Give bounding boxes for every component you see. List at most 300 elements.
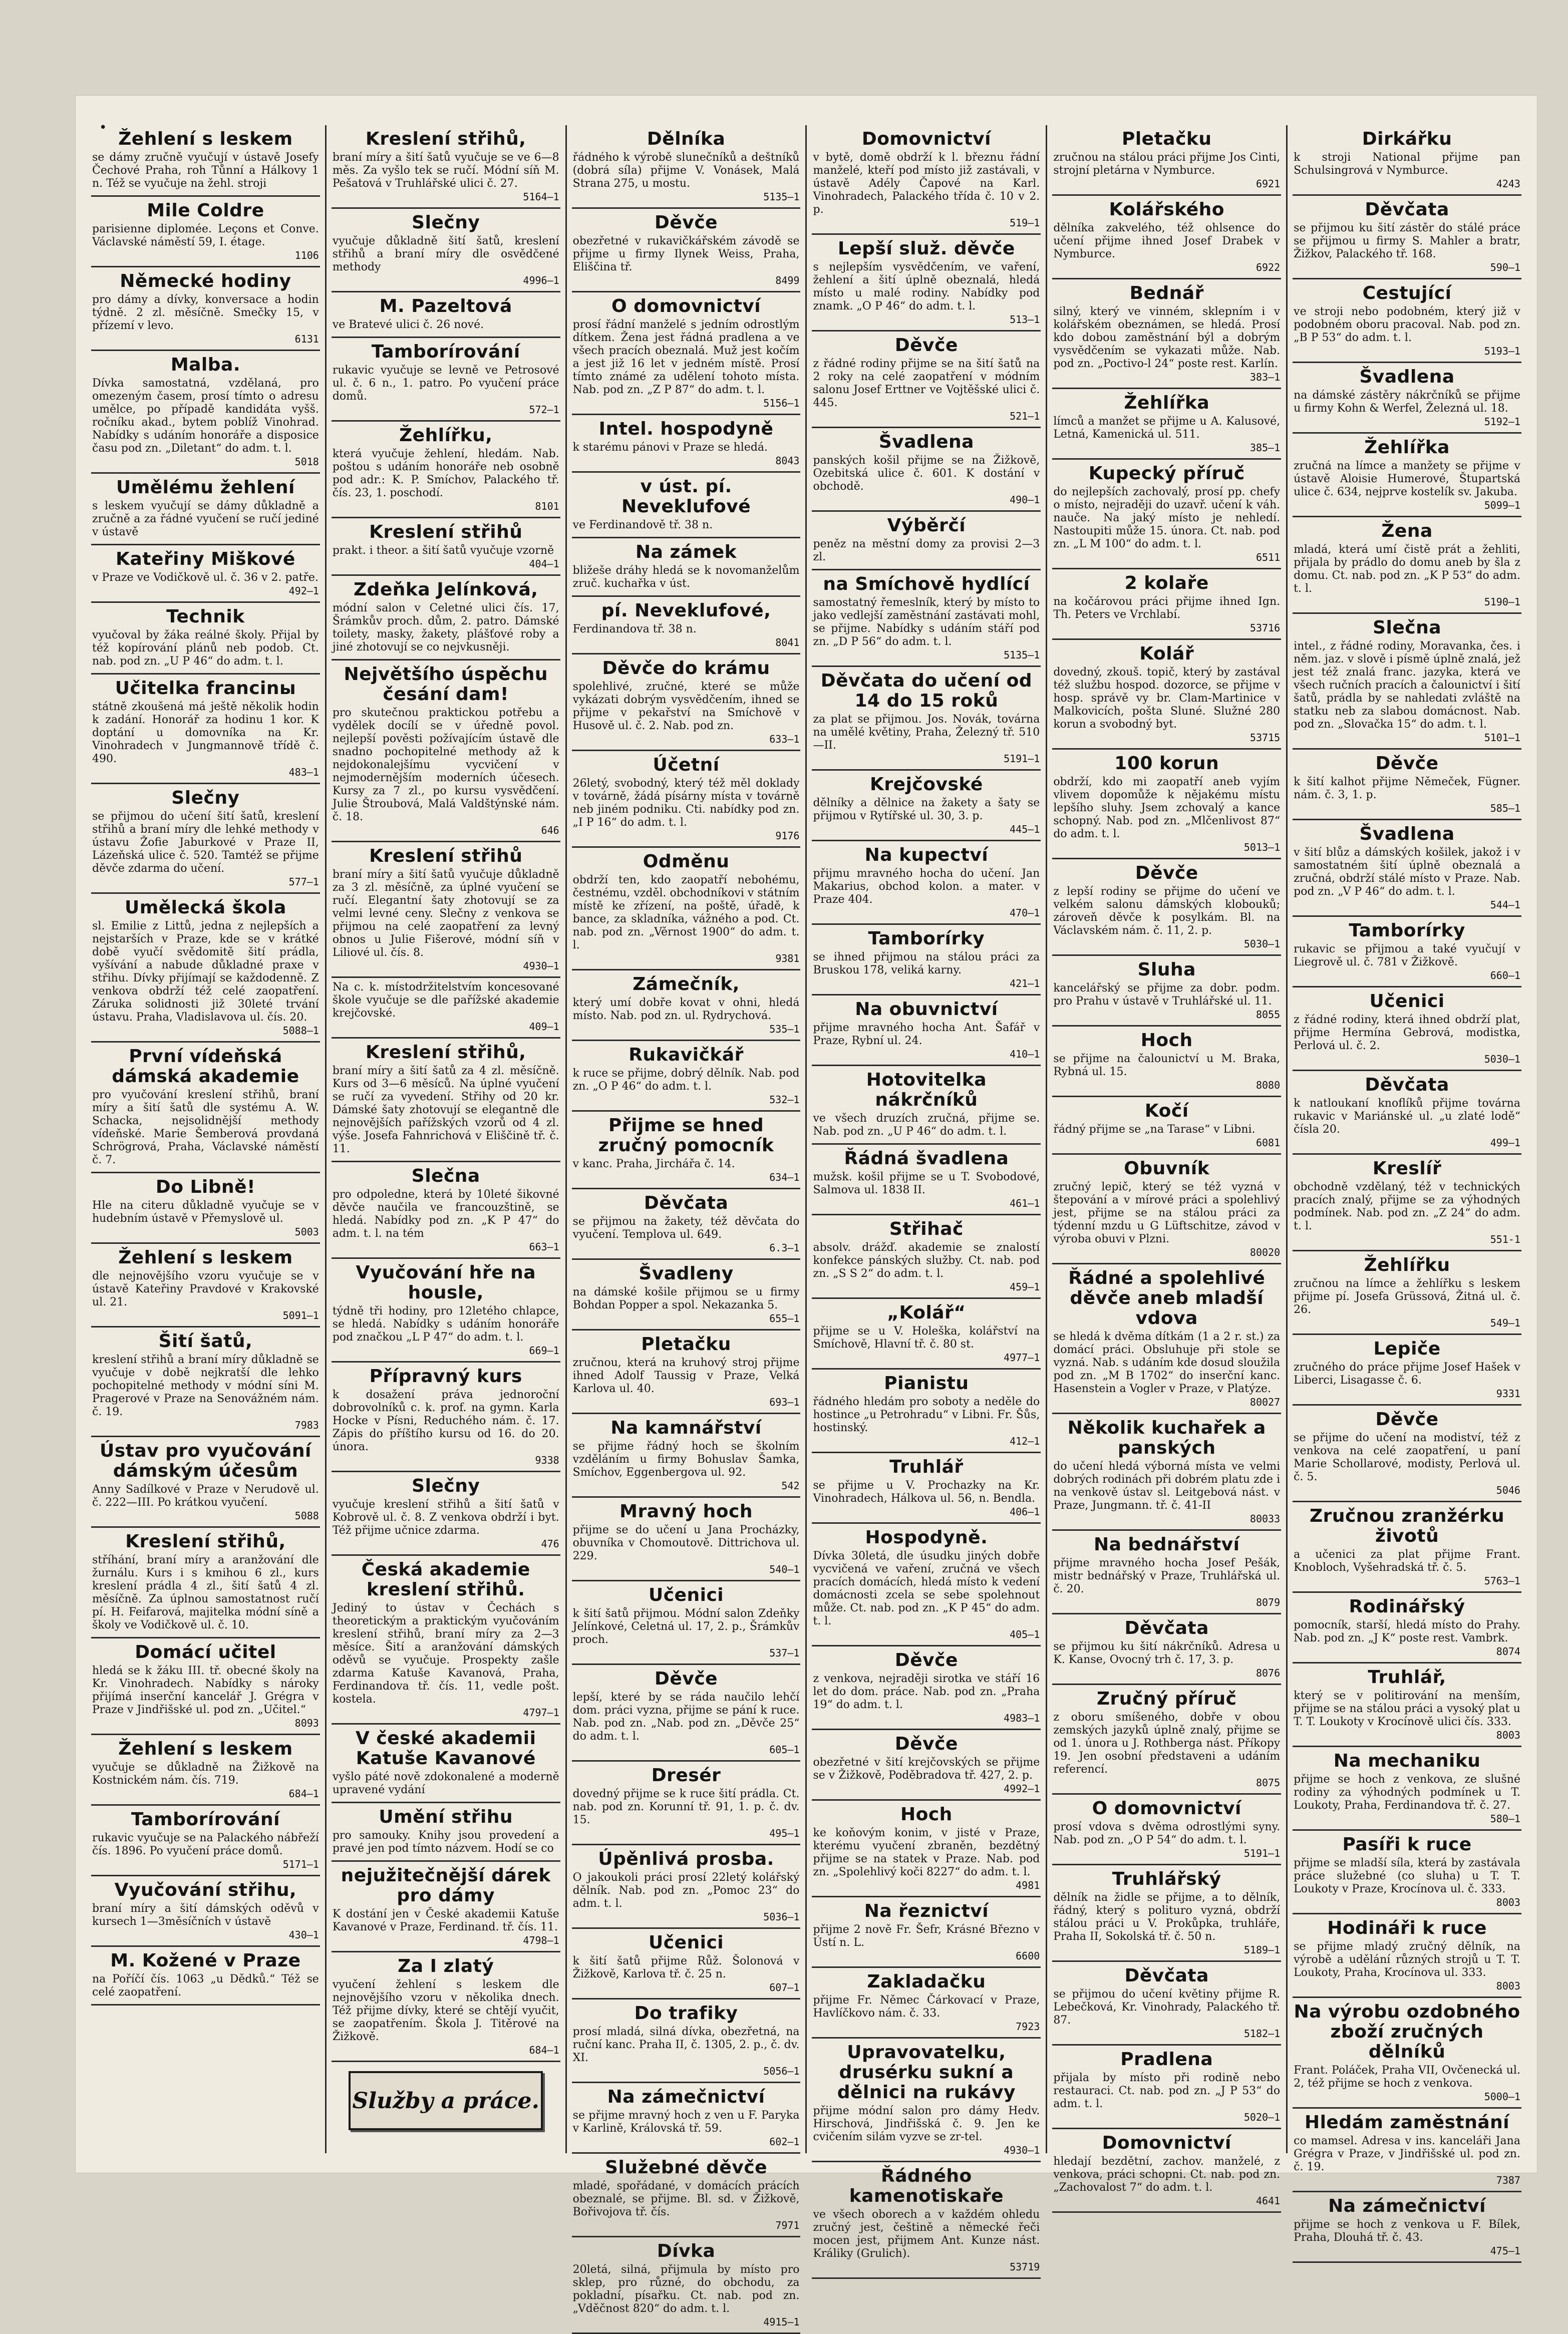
ad-text: stříhání, braní míry a aranžování dle žurnálu. Kurs i s kmihou 6 zl., kurs kreslení prádla 4 zl., šití šatů 4 zl. měsíčně. Za úplnou samostatnost ručí pí. H. Feifarová, majitelka módní síně a školy ve Vodičkově ul. č. 10. (92, 1554, 319, 1631)
classified-ad (812, 1646, 1041, 1730)
ad-title: Kreslení střihů (369, 846, 523, 866)
ad-text: přijme Fr. Němec Čárkovací v Praze, Havlíčkovo nám. č. 33. (813, 1994, 1040, 2020)
column-6 (1288, 125, 1526, 2257)
classified-ad (91, 1735, 320, 1806)
ad-text: a učenici za plat přijme Frant. Knobloch, Vyšehradská tř. č. 5. (1294, 1548, 1520, 1574)
ad-title: Přijme se hned zručný pomocník (598, 1115, 774, 1156)
ad-title: Děvče (655, 1669, 718, 1689)
ad-title: Děvčata (1365, 1075, 1449, 1095)
ad-text: dělník na židle se přijme, a to dělník, řádný, který s polituro vyzná, obdrží stálou práci u V. Prokůpka, truhláře, Praha II, Sokolská tř. č. 50 n. (1053, 1891, 1281, 1943)
ad-reference-number: 53715 (1249, 732, 1281, 744)
ad-title: Hoch (1140, 1030, 1193, 1051)
ad-text: se přijme mladý zručný dělník, na výrobě a udělání různých strojů u T. T. Loukoty, Praha, Krocínova ul. 333. (1294, 1940, 1520, 1979)
ad-title: Největšího úspěchu česání dam! (344, 664, 548, 705)
ad-title: Kateřiny Miškové (116, 549, 295, 569)
ad-text: přijala by místo při rodině nebo restauraci. Ct. nab. pod zn. „J P 53“ do adm. t. l. (1053, 2072, 1281, 2110)
classified-ad (812, 1066, 1041, 1145)
ad-title: Několik kuchařek a panských (1067, 1418, 1266, 1458)
classified-ad (91, 1244, 320, 1327)
ad-title: Na zámečnictví (1328, 2196, 1486, 2216)
ad-title: Na zámek (636, 542, 737, 562)
ad-title: Slečny (171, 788, 240, 808)
ad-reference-number: 646 (541, 824, 559, 836)
ad-text: obezřetné v šití krejčovských se přijme se v Žižkově, Poděbradova tř. 427, 2. p. (813, 1756, 1040, 1782)
ad-title: Domácí učitel (135, 1642, 276, 1662)
ad-title: Dirkářku (1362, 129, 1452, 149)
ad-title: Na výrobu ozdobného zboží zručných dělníků (1294, 2002, 1520, 2062)
ad-reference-number: 5190—1 (1484, 596, 1520, 608)
ad-title: Na kupectví (864, 845, 989, 865)
ad-reference-number: 4915—1 (763, 2316, 800, 2328)
ad-reference-number: 5763—1 (1484, 1575, 1520, 1587)
classified-ad (1293, 1335, 1521, 1406)
ad-text: obdrží ten, kdo zaopatří nebohému, čestnému, vzděl. obchodníkovi v státním místě ke zřízení, na poště, úřadě, k bance, za skladníka, vážného a pod. Ct. nab. pod zn. „Věrnost 1900“ do adm. t. l. (572, 874, 800, 951)
ad-text: Anny Sadílkové v Praze v Nerudově ul. č. 222—III. Po krátkou vyučení. (92, 1483, 319, 1509)
ad-text: 20letá, silná, přijmula by místo pro sklep, pro různé, do obchodu, za pokladní, písařku. Ct. nab. pod zn. „Vděčnost 820“ do adm. t. l. (572, 2263, 800, 2315)
ad-text: řádného hledám pro soboty a neděle do hostince „u Petrohradu“ v Libni. Fr. Šůs, hostinský. (813, 1396, 1040, 1434)
ad-text: pro samouky. Knihy jsou provedení a pravé jen pod tímto názvem. Hodí se co (332, 1829, 559, 1855)
ad-text: dovedný, zkouš. topič, který by zastával též službu hospod. dozorce, se přijme v hosp. správě vy br. Clam-Martinice v Malkovicích, pošta Sluné. Služné 280 korun a svobodný byt. (1053, 666, 1281, 731)
ad-title: M. Pazeltová (379, 296, 512, 316)
ad-text: pro odpoledne, která by 10leté šikovné děvče naučila ve francouzštině, se hledá. Nabídky pod zn. „K P 47“ do adm. t. l. na tém (332, 1188, 559, 1240)
classified-ad (1052, 389, 1281, 460)
ad-reference-number: 8080 (1256, 1079, 1281, 1091)
classified-ad (812, 235, 1041, 331)
ad-title: Na kamnářství (610, 1418, 762, 1438)
ad-text: přijme se mladší síla, která by zastávala práce služebné (co sluha) u T. T. Loukoty v Praze, Krocínova ul. č. 333. (1294, 1857, 1520, 1895)
ad-title: Zámečník, (633, 974, 740, 994)
classified-ad (572, 292, 801, 415)
ad-reference-number: 6081 (1256, 1137, 1281, 1149)
classified-ad (812, 1968, 1041, 2039)
classified-ad (332, 1162, 560, 1259)
ad-reference-number: 8003 (1496, 1980, 1520, 1992)
classified-ad (572, 597, 801, 654)
classified-ad (91, 1173, 320, 1244)
ad-reference-number: 6511 (1256, 551, 1281, 563)
ad-reference-number: 8055 (1256, 1009, 1281, 1021)
ad-text: z řádné rodiny přijme se na šití šatů na 2 roky na celé zaopatření v módním salonu Josef Erttner ve Vojtěšské ulici č. 445. (813, 358, 1040, 409)
ad-reference-number: 577—1 (288, 876, 319, 888)
classified-ad (332, 1862, 560, 1952)
classified-ad (1052, 2129, 1281, 2213)
classified-ad (812, 1897, 1041, 1968)
classified-ad (1052, 956, 1281, 1027)
ad-title: Děvče (894, 1734, 958, 1754)
ad-text: Hle na citeru důkladně vyučuje se v hudebním ústavě v Přemyslově ul. (92, 1199, 319, 1225)
ad-reference-number: 5099—1 (1484, 499, 1520, 511)
ad-title: Děvče (894, 1650, 958, 1671)
ad-text: panských košil přijme se na Žižkově, Ozebitská ulice č. 601. K dostání v obchodě. (813, 454, 1040, 493)
classified-ad (1293, 2192, 1521, 2263)
classified-ad (1052, 1531, 1281, 1614)
ad-title: Pradlena (1120, 2049, 1213, 2070)
classified-ad (572, 1999, 801, 2083)
ad-title: M. Kožené v Praze (110, 1950, 301, 1971)
ad-reference-number: 385—1 (1249, 442, 1281, 454)
ad-reference-number: 8075 (1256, 1777, 1281, 1789)
classified-ad (332, 518, 560, 576)
ad-text: mužsk. košil přijme se u T. Svobodové, Salmova ul. 1838 II. (813, 1171, 1040, 1196)
ad-text: dělníka zakvelého, též ohlsence do učení přijme ihned Josef Drabek v Nymburce. (1053, 222, 1281, 260)
ad-text: se přijme u V. Prochazky na Kr. Vinohradech, Hálkova ul. 56, n. Bendla. (813, 1479, 1040, 1505)
ad-text: z oboru smíšeného, dobře v obou zemských jazyků úplně znalý, přijme se od 1. února u J. Rothberga nást. Příkopy 19. Jen osobní představeni a udáním referencí. (1053, 1711, 1281, 1776)
ad-text: Jediný to ústav v Čechách s theoretickým a praktickým vyučováním kreslení střihů, braní míry za 2—3 měsíce. Šití a aranžování dámských oděvů se vyučuje. Prospekty zašle zdarma Katuše Kavanová, Praha, Ferdinandova tř. čís. 11, vedle pošt. kostela. (332, 1602, 559, 1706)
ad-text: parisienne diplomée. Leçons et Conve. Václavské náměstí 59, I. étage. (92, 223, 319, 248)
classified-ad (812, 1453, 1041, 1524)
ad-text: dle nejnovějšího vzoru vyučuje se v ústavě Kateřiny Pravdové v Krakovské ul. 21. (92, 1270, 319, 1308)
ad-text: Frant. Poláček, Praha VII, Ovčenecká ul. 2, též přijme se hoch z venkova. (1294, 2064, 1520, 2090)
ad-text: braní míry a šití šatů za 4 zl. měsíčně. Kurs od 3—6 měsíců. Na úplné vyučení se ručí za vyvedení. Střihy od 20 kr. Dámské šaty zhotovují se elegantně dle nejnovějších pařížských vzorů od 4 zl. výše. Josefa Fahnrichová v Eliščině tř. č. 11. (332, 1065, 559, 1155)
classified-ad (1052, 1614, 1281, 1685)
ad-text: k dosažení práva jednoroční dobrovolníků c. k. prof. na gymn. Karla Hocke v Písni, Reduchého nám. č. 17. Zápis do příštího kursu od 16. do 20. února. (332, 1389, 559, 1453)
ad-title: Dívka (657, 2241, 716, 2261)
classified-ad (812, 1145, 1041, 1215)
newspaper-page (75, 95, 1537, 2328)
classified-ad (332, 422, 560, 518)
ad-text: který se v politirování na menším, přijme se na stálou práci a vysoký plat u T. T. Loukoty v Krocínově ulici čís. 333. (1294, 1690, 1520, 1728)
classified-ad (1052, 1264, 1281, 1414)
classified-ad (91, 125, 320, 197)
ad-reference-number: 513—1 (1010, 313, 1040, 325)
ad-title: Děvčata (1124, 1965, 1209, 1986)
ad-reference-number: 8074 (1496, 1645, 1520, 1657)
ad-reference-number: 551-1 (1490, 1233, 1520, 1245)
ad-reference-number: 4930—1 (523, 960, 559, 972)
ad-text: na dámské zástěry nákrčníků se přijme u firmy Kohn & Werfel, Železná ul. 18. (1294, 389, 1520, 415)
ad-reference-number: 4996—1 (523, 274, 559, 286)
ad-title: Na obuvnictví (855, 999, 998, 1020)
ad-text: pro vyučování kreslení střihů, braní míry a šití šatů dle systému A. W. Schacka, nejsolidnější methody vídeňské. Marie Šemberová provdaná Schrögrová, Praha, Václavské náměstí č. 7. (92, 1089, 319, 1166)
ad-text: kreslení střihů a braní míry důkladně se vyučuje v době nejkratší dle lehko pochopitelné methody v módní síni M. Pragerové v Praze na Senovážném nám. č. 19. (92, 1354, 319, 1418)
ad-title: Truhlář (889, 1457, 964, 1477)
ad-title: Děvče do krámu (602, 658, 770, 679)
classified-ad (1293, 820, 1521, 917)
column-3 (567, 125, 807, 2328)
ad-text: Dívka samostatná, vzdělaná, pro omezeným časem, prosí tímto o adresu umělce, po případě kandidáta vyšš. ročníku akad., bytem poblíž Vinohrad. Nabídky s udáním honoráře a disposice času pod zn. „Diletant“ do adm. t. l. (92, 377, 319, 455)
ad-title: Obuvník (1124, 1158, 1210, 1179)
classified-ad (1293, 614, 1521, 750)
ad-title: Vyučování hře na housle, (356, 1262, 536, 1303)
ad-text: k šití šatů přijmou. Módní salon Zdeňky Jelínkové, Celetná ul. 17, 2. p., Šrámkův proch. (572, 1607, 800, 1646)
ad-text: zručná na límce a manžety se přijme v ústavě Aloisie Humerové, Štupartská ulice č. 634, nejprve kostelík sv. Jakuba. (1294, 460, 1520, 498)
ad-title: Sluha (1137, 959, 1196, 980)
ad-reference-number: 5030—1 (1243, 938, 1281, 950)
ad-title: Zdeňka Jelínková, (354, 579, 538, 600)
ad-text: přijme se hoch z venkova u F. Bílek, Praha, Dlouhá tř. č. 43. (1294, 2218, 1520, 2244)
ad-text: Dívka 30letá, dle úsudku jiných dobře vycvičená ve vaření, zručná ve všech pracích domácích, hledá místo k vedení domácnosti zcela se sebe spolehnout může. Ct. nab. pod zn. „K P 45“ do adm. t. l. (813, 1550, 1040, 1627)
ad-title: Rukavičkář (629, 1045, 744, 1065)
classified-ad (1293, 1914, 1521, 1998)
ad-title: Kolářského (1109, 199, 1224, 220)
classified-ad (91, 784, 320, 894)
classified-ad (572, 1330, 801, 1414)
ad-reference-number: 663—1 (529, 1241, 559, 1253)
ad-reference-number: 5013—1 (1243, 841, 1281, 853)
ad-title: Šití šatů, (158, 1331, 253, 1352)
ad-reference-number: 4992—1 (1004, 1783, 1040, 1795)
classified-ad (572, 2237, 801, 2334)
classified-ad (1293, 1593, 1521, 1663)
ad-title: Děvče (655, 212, 718, 233)
ad-reference-number: 5191—1 (1004, 753, 1040, 765)
classified-ad (332, 1803, 560, 1862)
ad-text: vyučoval by žáka reálné školy. Přijal by též kopírování plánů neb podob. Ct. nab. pod zn. „U P 46“ do adm. t. l. (92, 629, 319, 668)
ad-title: 2 kolaře (1124, 573, 1209, 593)
ad-reference-number: 535—1 (769, 1023, 800, 1035)
ad-text: se přijmou ku šití zástěr do stálé práce se přijmou u firmy S. Mahler a bratr, Žižkov, Palackého tř. 168. (1294, 222, 1520, 260)
classified-ad (91, 1947, 320, 2006)
ad-text: obdrží, kdo mi zaopatří aneb vyjím vlivem dopomůže k nějakému místu lepšího sluhy. Jsem zchovalý a kance schopný. Nab. pod zn. „Mlčenlivost 87“ do adm. t. l. (1053, 776, 1281, 840)
ad-reference-number: 5191—1 (1243, 1847, 1281, 1859)
ad-reference-number: 9331 (1496, 1388, 1520, 1400)
ad-reference-number: 572—1 (529, 404, 559, 416)
ad-title: Kočí (1144, 1101, 1189, 1121)
ad-title: Zručnou zranžérku životů (1309, 1506, 1505, 1546)
ad-title: Kreslení střihů, (366, 1042, 526, 1063)
ad-reference-number: 5135—1 (1004, 649, 1040, 661)
ad-text: na Poříčí čís. 1063 „u Dědků.“ Též se celé zaopatření. (92, 1973, 319, 1998)
ad-text: absolv. drážď. akademie se znalostí konfekce pánských služby. Ct. nab. pod zn. „S S 2“ do adm. t. l. (813, 1241, 1040, 1280)
ad-text: mladé, spořádané, v domácích prácích obeznalé, se přijme. Bl. sd. v Žižkově, Bořivojova tř. čís. (572, 2180, 800, 2218)
classified-ad (1052, 2046, 1281, 2129)
ad-title: Pletačku (1121, 129, 1212, 149)
classified-ad (1052, 859, 1281, 956)
ad-reference-number: 669—1 (529, 1345, 559, 1357)
classified-ad (91, 1876, 320, 1947)
ad-title: Hledám zaměstnání (1304, 2112, 1510, 2133)
ad-title: v úst. pí. Neveklufové (621, 476, 751, 517)
classified-ad (812, 2162, 1041, 2279)
classified-ad (91, 1638, 320, 1735)
ad-text: z venkova, nejraději sirotka ve stáří 16 let do dom. práce. Nab. pod zn. „Praha 19“ do adm. t. l. (813, 1673, 1040, 1711)
ad-reference-number: 5101—1 (1484, 732, 1520, 744)
ad-title: Slečna (411, 1166, 480, 1186)
ad-title: Pasíři k ruce (1342, 1834, 1472, 1855)
ad-text: z lepší rodiny se přijme do učení ve velkém salonu dámských klobouků; zároveň děvče k posylkám. Bl. na Václavském nám. č. 11, 2. p. (1053, 885, 1281, 937)
ad-reference-number: 6921 (1256, 178, 1281, 190)
ad-reference-number: 53719 (1010, 2261, 1040, 2273)
classified-ad (332, 1472, 560, 1556)
ad-title: Slečny (412, 212, 480, 233)
ad-text: 26letý, svobodný, který též měl doklady v továrně, žádá písárny místa v továrně neb jiném podniku. Cti. nabídky pod zn. „I P 16“ do adm. t. l. (572, 777, 800, 829)
ad-text: pro dámy a dívky, konversace a hodin týdně. 2 zl. měsíčně. Smečky 15, v přízemí v levo. (92, 293, 319, 332)
classified-ad (332, 842, 560, 978)
classified-ad (572, 415, 801, 473)
ad-reference-number: 8003 (1496, 1729, 1520, 1741)
classified-ad (1052, 1865, 1281, 1962)
ad-title: Kupecký příruč (1088, 463, 1245, 484)
ad-reference-number: 7983 (294, 1419, 319, 1431)
ad-reference-number: 4641 (1256, 2195, 1281, 2207)
ad-text: mladá, která umí čistě prát a žehliti, přijala by prádlo do domu aneb by šla z domu. Ct. nab. pod zn. „K P 53“ do adm. t. l. (1294, 543, 1520, 595)
ad-text: přijme se hoch z venkova, ze slušné rodiny za výhodných podmínek u T. Loukoty, Praha, Ferdinandova tř. č. 27. (1294, 1773, 1520, 1812)
ad-text: prosí mladá, silná dívka, obezřetná, na ruční kanc. Praha II, č. 1305, 2. p., č. dv. XI. (572, 2026, 800, 2064)
classified-ad (1052, 1027, 1281, 1097)
ad-reference-number: 5189—1 (1243, 1944, 1281, 1956)
ad-reference-number: 5182—1 (1243, 2028, 1281, 2040)
ad-reference-number: 459—1 (1010, 1281, 1040, 1293)
section-badge (349, 2071, 543, 2130)
ad-text: se hledá k dvěma dítkám (1 a 2 r. st.) za domácí práci. Obsluhuje při stole se vyzná. Nab. s udáním kde dosud sloužila pod zn. „M B 1702“ do inserční kanc. Hasenstein a Vogler v Praze, v Platýze. (1053, 1330, 1281, 1395)
ad-title: Řádného kamenotiskaře (849, 2166, 1004, 2206)
ad-title: Učitelka francinы (115, 678, 296, 699)
ad-text: kancelářský se přijme za dobr. podm. pro Prahu v ústavě v Truhlářské ul. 11. (1053, 982, 1281, 1008)
ad-reference-number: 383—1 (1249, 371, 1281, 383)
ad-text: co mamsel. Adresa v ins. kanceláři Jana Grégra v Praze, v Jindřišské ul. pod zn. č. 19. (1294, 2135, 1520, 2173)
classified-ad (812, 428, 1041, 512)
ad-title: Na mechaniku (1333, 1751, 1481, 1771)
ad-text: k natloukaní knoflíků přijme továrna rukavic v Mariánské ul. „u zlaté lodě“ čísla 20. (1294, 1097, 1520, 1136)
ad-reference-number: 660—1 (1490, 969, 1520, 981)
ad-reference-number: 4977—1 (1004, 1352, 1040, 1364)
ad-reference-number: 9176 (775, 830, 800, 842)
ad-reference-number: 4243 (1496, 178, 1520, 190)
classified-ad (1293, 987, 1521, 1071)
ad-reference-number: 544—1 (1490, 899, 1520, 911)
classified-ad (812, 1370, 1041, 1453)
ad-reference-number: 475—1 (1490, 2245, 1520, 2257)
ad-title: Umělému žehlení (116, 477, 295, 498)
ad-reference-number: 53716 (1249, 622, 1281, 634)
classified-ad (91, 267, 320, 351)
ad-reference-number: 5164—1 (523, 191, 559, 203)
ad-reference-number: 6600 (1016, 1950, 1040, 1962)
ad-text: do nejlepších zachovalý, prosí pp. chefy o místo, nejraději do uzavř. učení k váh. nauče. Na jaký místo je nehledí. Nastoupiti může 15. února. Ct. nab. pod zn. „L M 100“ do adm. t. l. (1053, 486, 1281, 550)
corner-mark: • (99, 120, 107, 135)
classified-ad (1052, 1685, 1281, 1795)
classified-ad (1293, 125, 1521, 196)
classified-ad (812, 2039, 1041, 2162)
classified-ad (812, 995, 1041, 1066)
classified-ad (1293, 1071, 1521, 1155)
classified-ad (91, 1043, 320, 1173)
classified-ad (1293, 1998, 1521, 2109)
classified-ad (572, 1041, 801, 1112)
ad-text: se přijmou ku šití nákrčníků. Adresa u K. Kanse, Ovocný trh č. 17, 3. p. (1053, 1640, 1281, 1666)
ad-text: bližeše dráhy hledá se k novomanželům zruč. kuchařka v úst. (572, 564, 800, 590)
ad-title: „Kolář“ (887, 1302, 966, 1323)
ad-title: Žehlířku (1364, 1255, 1450, 1275)
classified-ad (812, 1215, 1041, 1299)
classified-ad (572, 473, 801, 538)
ad-reference-number: 6131 (294, 333, 319, 345)
ad-title: Na řeznictví (864, 1901, 989, 1921)
ad-reference-number: 634—1 (769, 1171, 800, 1183)
ad-reference-number: 490—1 (1010, 494, 1040, 506)
ad-reference-number: 605—1 (769, 1744, 800, 1756)
ad-reference-number: 470—1 (1010, 907, 1040, 919)
classified-ad (812, 1299, 1041, 1370)
classified-ad (572, 125, 801, 209)
classified-ad (1052, 1155, 1281, 1264)
ad-text: rukavic vyučuje se levně ve Petrosové ul. č. 6 n., 1. patro. Po vyučení práce domů. (332, 364, 559, 403)
ad-text: do učení hledá výborná místa ve velmi dobrých rodinách při dobrém platu zde i na venkově ústav sl. Leitgebová nást. v Praze, Jungmann. tř. č. 41-II (1053, 1460, 1281, 1512)
ad-reference-number: 6.3—1 (769, 1242, 800, 1254)
classified-ad (572, 2154, 801, 2237)
ad-reference-number: 633—1 (769, 733, 800, 745)
ad-title: na Smíchově hydlící (823, 574, 1030, 594)
ad-text: pomocník, starší, hledá místo do Prahy. Nab. pod zn. „J K“ poste rest. Vambrk. (1294, 1619, 1520, 1644)
classified-ad (1293, 363, 1521, 434)
classified-ad (332, 125, 560, 209)
ad-reference-number: 406—1 (1010, 1506, 1040, 1518)
ad-text: se dámy zručně vyučují v ústavě Josefy Čechové Praha, roh Tůnní a Hálkovy 1 n. Též se vyučuje na žehl. stroji (92, 151, 319, 190)
ad-text: k ruce se přijme, dobrý dělník. Nab. pod zn. „O P 46“ do adm. t. l. (572, 1067, 800, 1093)
ad-title: Vyučování střihu, (114, 1880, 297, 1900)
classified-ad (1293, 1663, 1521, 1747)
ad-title: Děvčata do učení od 14 do 15 roků (820, 671, 1033, 711)
classified-ad (812, 125, 1041, 235)
ad-text: k stroji National přijme pan Schulsingrová v Nymburce. (1294, 151, 1520, 177)
ad-title: Kreslení střihů, (366, 129, 526, 149)
classified-ad (572, 1929, 801, 1999)
ad-reference-number: 5156—1 (763, 397, 800, 409)
ad-text: přijme mravného hocha Ant. Šafář v Praze, Rybní ul. 24. (813, 1022, 1040, 1047)
ad-text: vyučuje důkladně šití šatů, kreslení střihů a braní míry dle osvědčené methody (332, 235, 559, 273)
ad-reference-number: 495—1 (769, 1827, 800, 1839)
ad-title: Kreslení střihů (369, 522, 523, 542)
ad-reference-number: 6922 (1256, 261, 1281, 273)
ad-text: braní míry a šití šatů vyučuje se ve 6—8 měs. Za vyšlo tek se ručí. Módní síň M. Pešatová v Truhlářské ulici č. 27. (332, 151, 559, 190)
ad-title: O domovnictví (1092, 1798, 1241, 1819)
classified-ad (812, 331, 1041, 428)
ad-reference-number: 8101 (535, 500, 559, 512)
ad-text: dělníky a dělnice na žakety a šaty se přijmou v Rytířské ul. 30, 3. p. (813, 797, 1040, 822)
classified-ad (332, 1259, 560, 1363)
classified-ad (812, 771, 1041, 841)
ad-title: Řádné a spolehlivé děvče aneb mladší vdova (1068, 1268, 1266, 1328)
ad-text: hledají bezdětní, zachov. manželé, z venkova, práci schopni. Ct. nab. pod zn. „Zachovalost 7“ do adm. t. l. (1053, 2155, 1281, 2194)
ad-text: ve všech druzích zručná, přijme se. Nab. pod zn. „U P 46“ do adm. t. l. (813, 1112, 1040, 1138)
classified-ad (572, 1581, 801, 1665)
ad-reference-number: 80027 (1249, 1396, 1281, 1408)
classified-ad (332, 209, 560, 292)
ad-title: Za I zlatý (398, 1956, 494, 1976)
ad-title: Děvče (894, 335, 958, 356)
ad-reference-number: 607—1 (769, 1981, 800, 1993)
ad-reference-number: 7971 (775, 2219, 800, 2231)
ad-reference-number: 1106 (294, 249, 319, 261)
ad-title: Zakladačku (867, 1971, 986, 1992)
classified-ad (572, 1665, 801, 1762)
classified-ad (91, 675, 320, 784)
column-4 (807, 125, 1047, 2273)
ad-reference-number: 5056—1 (763, 2065, 800, 2077)
ad-text: vyšlo páté nově zdokonalené a moderně upravené vydání (332, 1771, 559, 1796)
classified-ad (572, 1845, 801, 1929)
ad-title: Tamborírování (131, 1809, 280, 1830)
ad-text: sl. Emilie z Littů, jedna z nejlepších a nejstarších v Praze, kde se v krátké době vyučí svědomitě šití prádla, vyšívání a nabude důkladné praxe v střihu. Dívky přijímají se každodenně. Z venkova obdrží též celé zaopatření. Záruka solidnosti již 30leté trvání ústavu. Praha, Vladislavova ul. čís. 20. (92, 920, 319, 1024)
ad-title: Žehlení s leskem (118, 1247, 293, 1268)
classified-ad (332, 978, 560, 1039)
ad-reference-number: 4983—1 (1004, 1712, 1040, 1724)
ad-title: Učenici (649, 1932, 724, 1953)
ad-reference-number: 5030—1 (1484, 1053, 1520, 1065)
ad-reference-number: 4797—1 (523, 1707, 559, 1719)
ad-reference-number: 521—1 (1010, 410, 1040, 422)
ad-reference-number: 409—1 (529, 1021, 559, 1033)
classified-ad (332, 1363, 560, 1472)
ad-text: se ihned přijmou na stálou práci za Bruskou 178, veliká karny. (813, 951, 1040, 976)
ad-reference-number: 684—1 (529, 2044, 559, 2056)
ad-text: obchodně vzdělaný, též v technických pracích znalý, přijme se za výhodných podmínek. Nab. pod zn. „Z 24“ do adm. t. l. (1294, 1181, 1520, 1232)
ad-text: se přijmou do učení šití šatů, kreslení střihů a braní míry dle lehké methody v ústavu Žofie Jaburkové v Praze II, Lázeňská ulice č. 520. Tamtéž se přijme děvče zdarma do učení. (92, 810, 319, 875)
ad-text: zručnou, která na kruhový stroj přijme ihned Adolf Taussig v Praze, Velká Karlova ul. 40. (572, 1357, 800, 1395)
ad-reference-number: 5171—1 (282, 1858, 319, 1870)
classified-ad (1293, 1502, 1521, 1593)
ad-text: na dámské košile přijmou se u firmy Bohdan Popper a spol. Nekazanka 5. (572, 1286, 800, 1311)
